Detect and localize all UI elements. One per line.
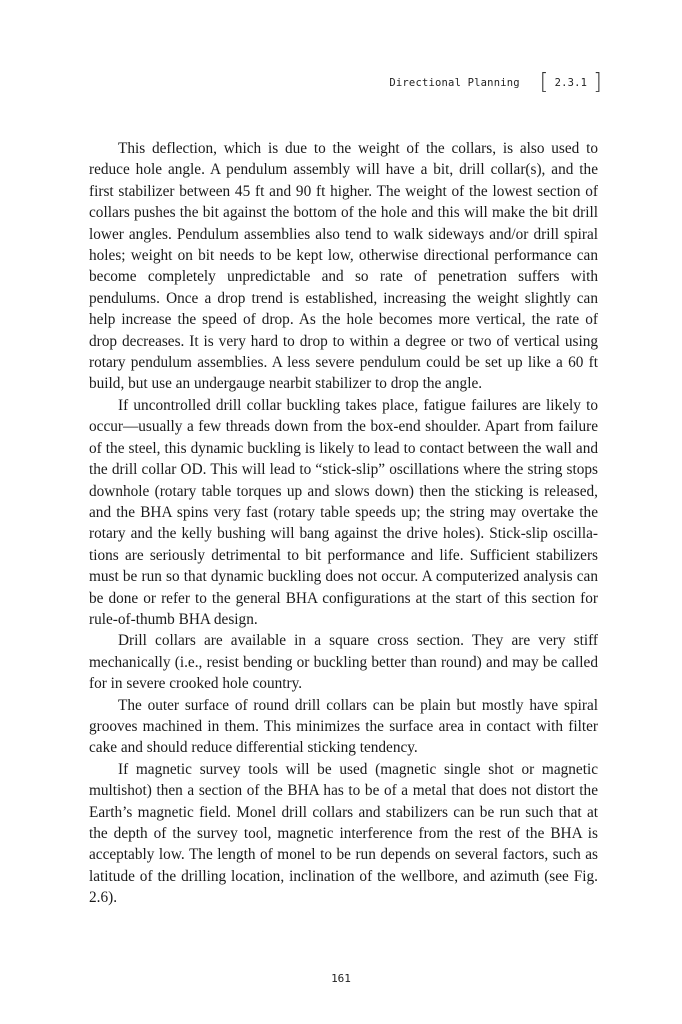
page-number: 161 <box>331 972 351 985</box>
paragraph-4: The outer surface of round drill collars can be plain but mostly have spiral grooves machined in them. This minimizes the surface area in contact with filter cake and should reduce differential sticking tendency. <box>89 696 598 757</box>
body-text <box>89 138 598 909</box>
running-head-title: Directional Planning <box>389 77 520 89</box>
paragraph-3: Drill collars are available in a square cross section. They are very stiff mechanically (i.e., resist bending or buckling better than round) and may be called for in severe crooked hole country. <box>89 632 598 693</box>
bracket-open: [ <box>539 70 549 95</box>
paragraph-2: If uncontrolled drill collar buckling takes place, fatigue failures are likely to occur—usually a few threads down from the box-end shoulder. Apart from failure of the steel, this dynamic buckling is likely to lead to contact between the wall and the drill collar OD. This will lead to “stick-slip” oscillations where the string stops downhole (rotary table torques up and slows down) then the sticking is released, and the BHA spins very fast (rotary table speeds up; the string may overtake the rotary and the kelly bushing will bang against the drive holes). Stick-slip oscillations are seriously detrimental to bit performance and life. Sufficient stabilizers must be run so that dynamic buckling does not occur. A computerized analysis can be done or refer to the general BHA configurations at the start of this section for rule-of-thumb BHA design. <box>89 396 598 628</box>
section-number: 2.3.1 <box>554 77 588 89</box>
paragraph-1: This deflection, which is due to the weight of the collars, is also used to reduce hole angle. A pendulum assembly will have a bit, drill collar(s), and the first stabilizer between 45 ft and 90 ft higher. The weight of the lowest section of collars pushes the bit against the bottom of the hole and this will make the bit drill lower angles. Pendulum assemblies also tend to walk sideways and/or drill spiral holes; weight on bit needs to be kept low, otherwise directional performance can become completely unpredictable and so rate of penetration suffers with pendulums. Once a drop trend is established, increasing the weight slightly can help increase the speed of drop. As the hole becomes more vertical, the rate of drop decreases. It is very hard to drop to within a degree or two of vertical using rotary pendulum assemblies. A less severe pendulum could be set up like a 60 ft build, but use an undergauge nearbit stabilizer to drop the angle. <box>89 140 598 393</box>
paragraph-5: If magnetic survey tools will be used (magnetic single shot or magnetic multishot) then a section of the BHA has to be of a metal that does not distort the Earth’s magnetic field. Monel drill collars and stabilizers can be run such that at the depth of the survey tool, magnetic interference from the rest of the BHA is acceptably low. The length of monel to be run depends on several factors, such as latitude of the drilling location, inclination of the wellbore, and azimuth (see Fig. 2.6). <box>89 760 598 907</box>
bracket-close: ] <box>593 70 602 95</box>
running-head <box>389 72 602 94</box>
